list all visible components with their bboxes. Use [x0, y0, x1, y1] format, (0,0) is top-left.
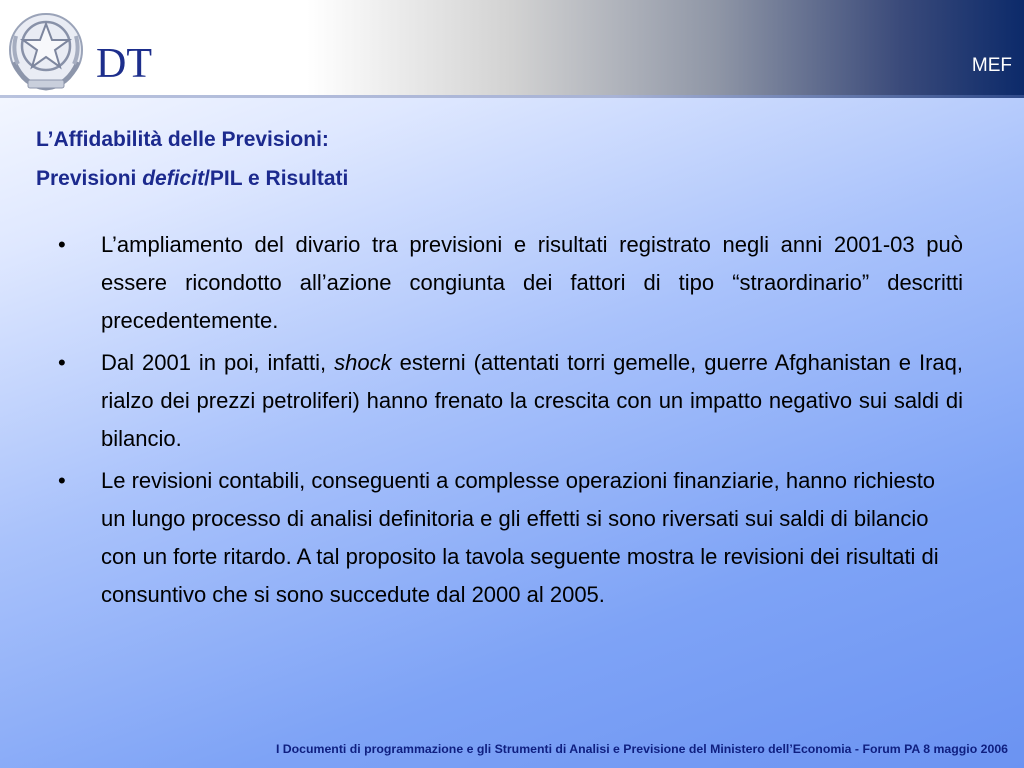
ministry-mark: MEF [971, 55, 1012, 76]
heading-line-2 [36, 159, 936, 198]
slide-heading [36, 120, 936, 198]
heading-deficit-word: deficit [142, 167, 205, 190]
heading-line-2-end: /PIL e Risultati [204, 167, 349, 190]
bullet-text [101, 350, 963, 451]
bullet-marker: • [58, 232, 66, 257]
bullet-item [58, 462, 963, 614]
heading-line-2-start: Previsioni [36, 167, 143, 190]
bullet-marker: • [58, 468, 66, 493]
bullet-marker: • [58, 350, 66, 375]
heading-line-1: L’Affidabilità delle Previsioni: [36, 128, 329, 151]
bullet-text: L’ampliamento del divario tra previsioni e risultati registrato negli anni 2001-03 può essere ricondotto all’azione congiunta dei fattori di tipo “straordinario” descritti precedentemente. [101, 232, 963, 333]
bullet-text-end: esterni (attentati torri gemelle, guerre Afghanistan e Iraq, rialzo dei prezzi petroliferi) hanno frenato la crescita con un impatto negativo sui saldi di bilancio. [101, 350, 963, 451]
bullet-text: Le revisioni contabili, conseguenti a complesse operazioni finanziarie, hanno richiesto un lungo processo di analisi definitoria e gli effetti si sono riversati sui saldi di bilancio con un forte ritardo. A tal proposito la tavola seguente mostra le revisioni dei risultati di consuntivo che si sono succedute dal 2000 al 2005. [101, 468, 939, 607]
bullet-item [58, 344, 963, 458]
header-bar [0, 0, 1024, 95]
app-title: DT [96, 41, 152, 87]
bullet-list [58, 226, 963, 618]
header-divider [0, 95, 1024, 98]
bullet-text-start: Dal 2001 in poi, infatti, [101, 350, 335, 375]
bullet-item [58, 226, 963, 340]
italian-republic-emblem-icon [4, 6, 90, 96]
bullet-shock-word: shock [334, 350, 392, 375]
footer-caption: I Documenti di programmazione e gli Strumenti di Analisi e Previsione del Ministero dell’Economia - Forum PA 8 maggio 2006 [275, 742, 1008, 756]
